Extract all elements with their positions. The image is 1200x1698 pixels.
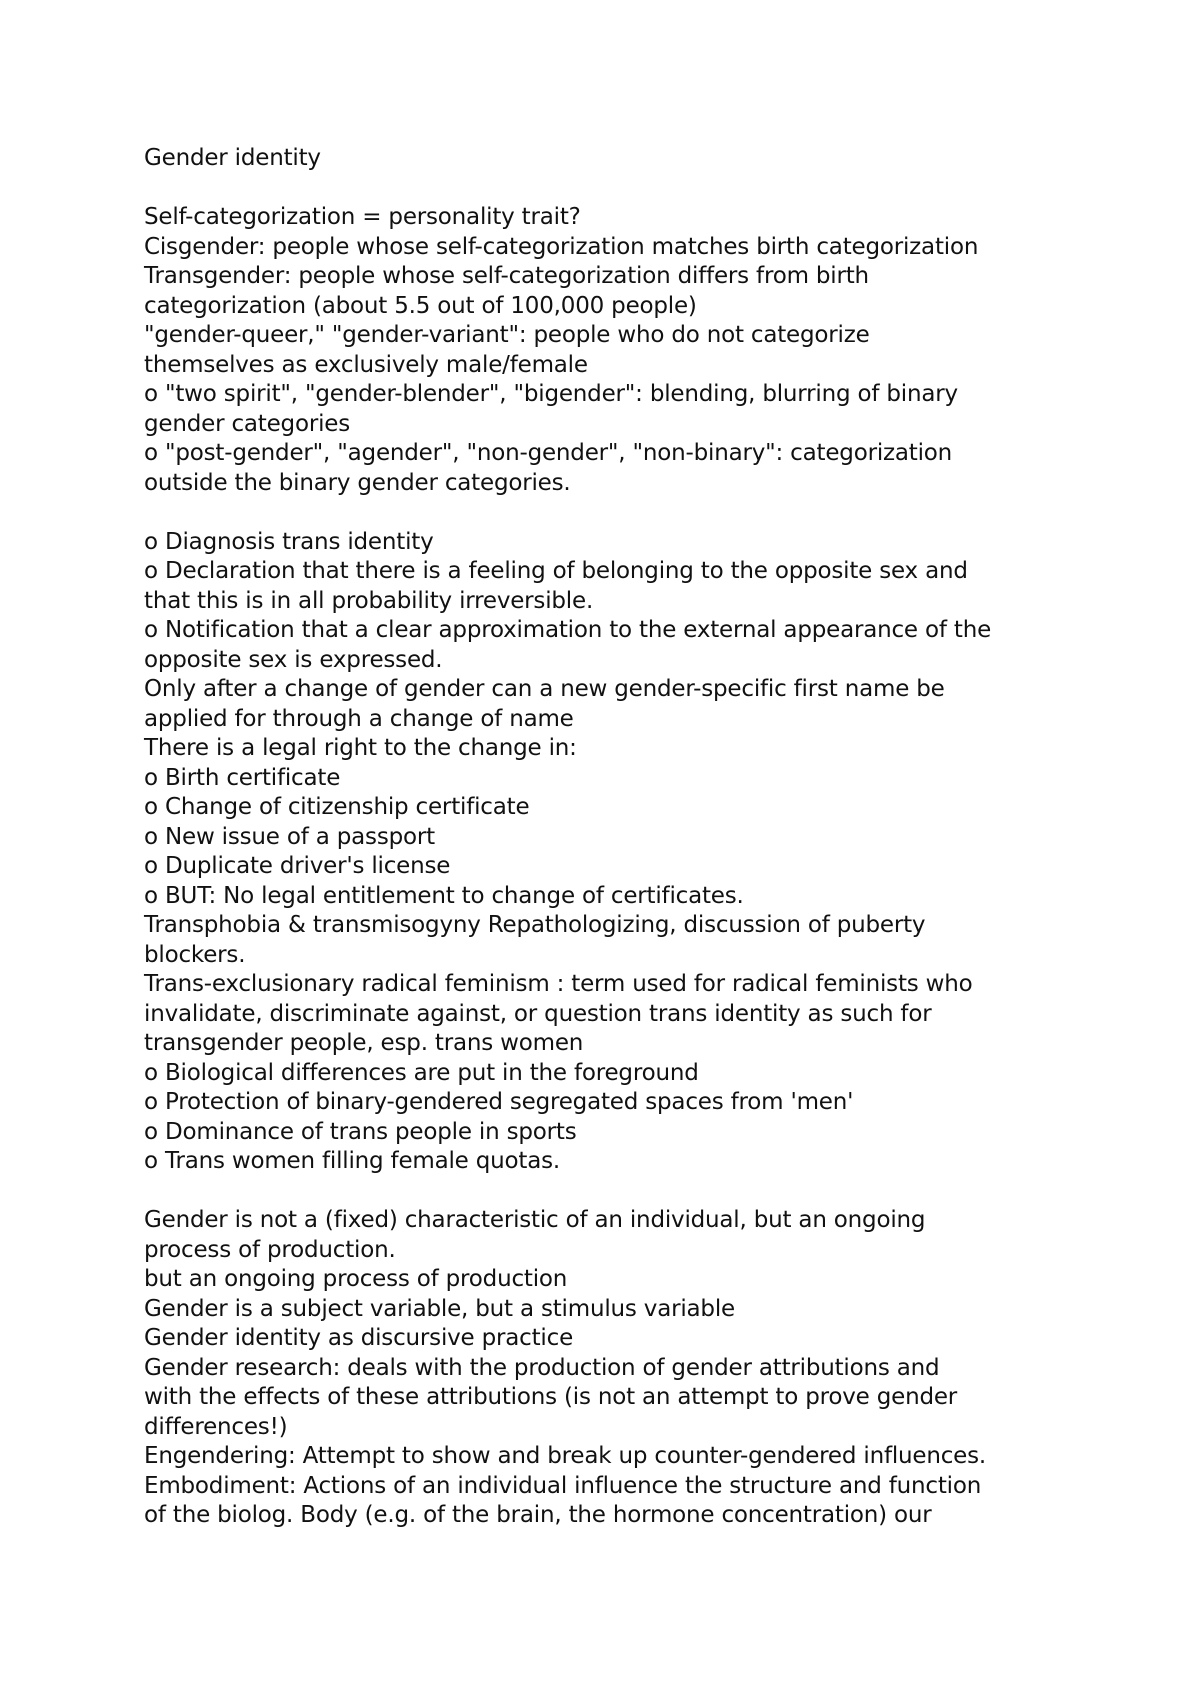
text-line: applied for through a change of name bbox=[144, 705, 574, 732]
document-title: Gender identity bbox=[144, 145, 321, 171]
text-line: transgender people, esp. trans women bbox=[144, 1030, 584, 1056]
text-line: of the biolog. Body (e.g. of the brain, the hormone concentration) our bbox=[144, 1502, 932, 1528]
text-line: o Biological differences are put in the foreground bbox=[144, 1059, 699, 1086]
text-line: o "post-gender", "agender", "non-gender", "non-binary": categorization bbox=[144, 440, 953, 466]
text-line: o Diagnosis trans identity bbox=[144, 528, 434, 555]
text-line: o New issue of a passport bbox=[144, 823, 435, 850]
text-line: categorization (about 5.5 out of 100,000 people) bbox=[144, 292, 697, 319]
text-line: themselves as exclusively male/female bbox=[144, 351, 588, 378]
text-line: but an ongoing process of production bbox=[144, 1266, 568, 1292]
text-line: o Duplicate driver's license bbox=[144, 853, 451, 879]
text-line: Self-categorization = personality trait? bbox=[144, 204, 581, 230]
text-line: blockers. bbox=[144, 941, 246, 968]
text-line: outside the binary gender categories. bbox=[144, 469, 571, 496]
document-body bbox=[144, 144, 1064, 1531]
text-line: Engendering: Attempt to show and break up counter-gendered influences. bbox=[144, 1443, 987, 1469]
text-line: o "two spirit", "gender-blender", "bigender": blending, blurring of binary bbox=[144, 381, 958, 407]
text-line: that this is in all probability irreversible. bbox=[144, 587, 594, 614]
text-line: Gender identity as discursive practice bbox=[144, 1325, 574, 1351]
text-line: opposite sex is expressed. bbox=[144, 646, 443, 673]
text-line: o Change of citizenship certificate bbox=[144, 794, 530, 820]
blank-line bbox=[144, 498, 1064, 528]
text-line: Gender research: deals with the production of gender attributions and bbox=[144, 1354, 940, 1381]
text-line: Gender is not a (fixed) characteristic of an individual, but an ongoing bbox=[144, 1207, 926, 1233]
text-line: o Birth certificate bbox=[144, 764, 341, 791]
text-line: gender categories bbox=[144, 410, 351, 437]
text-line: There is a legal right to the change in: bbox=[144, 735, 577, 761]
text-line: with the effects of these attributions (is not an attempt to prove gender bbox=[144, 1384, 958, 1410]
text-line: Only after a change of gender can a new gender-specific first name be bbox=[144, 676, 945, 702]
text-line: o Protection of binary-gendered segregated spaces from 'men' bbox=[144, 1089, 854, 1115]
text-line: differences!) bbox=[144, 1413, 288, 1440]
text-line: o Declaration that there is a feeling of belonging to the opposite sex and bbox=[144, 558, 968, 584]
text-line: o Trans women filling female quotas. bbox=[144, 1148, 560, 1174]
text-line: o Dominance of trans people in sports bbox=[144, 1118, 577, 1145]
text-line: Transgender: people whose self-categorization differs from birth bbox=[144, 263, 869, 289]
blank-line bbox=[144, 174, 1064, 204]
text-line: process of production. bbox=[144, 1236, 396, 1263]
text-line: Cisgender: people whose self-categorization matches birth categorization bbox=[144, 233, 979, 260]
text-line: invalidate, discriminate against, or question trans identity as such for bbox=[144, 1000, 932, 1027]
text-line: "gender-queer," "gender-variant": people who do not categorize bbox=[144, 322, 870, 348]
text-line: Gender is a subject variable, but a stimulus variable bbox=[144, 1295, 735, 1322]
text-line: o Notification that a clear approximation to the external appearance of the bbox=[144, 617, 992, 643]
text-line: o BUT: No legal entitlement to change of certificates. bbox=[144, 882, 744, 909]
text-line: Trans-exclusionary radical feminism : term used for radical feminists who bbox=[144, 971, 973, 997]
text-line: Transphobia & transmisogyny Repathologizing, discussion of puberty bbox=[144, 912, 926, 938]
text-line: Embodiment: Actions of an individual influence the structure and function bbox=[144, 1472, 982, 1499]
blank-line bbox=[144, 1177, 1064, 1207]
